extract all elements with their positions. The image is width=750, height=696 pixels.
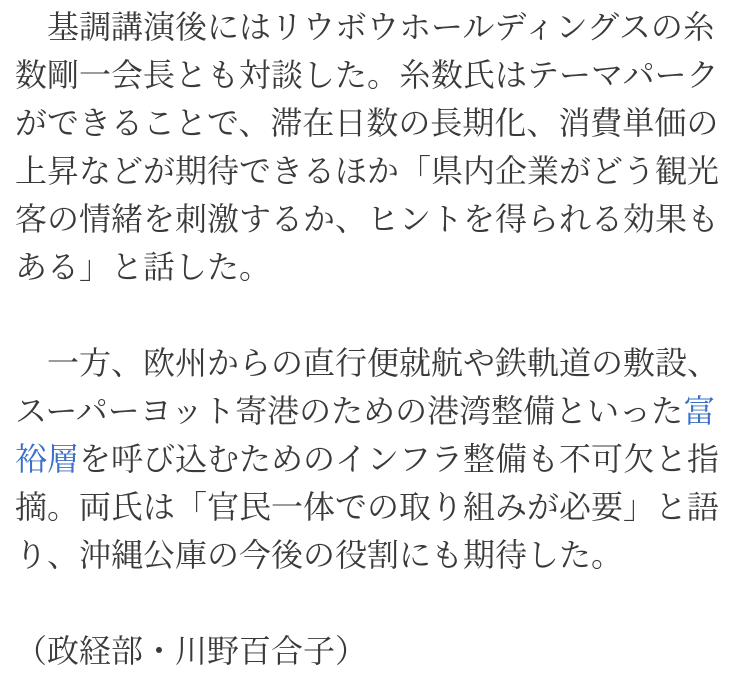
- article-paragraph-1: 基調講演後にはリウボウホールディングスの糸数剛一会長とも対談した。糸数氏はテーマパークができることで、滞在日数の長期化、消費単価の上昇などが期待できるほか「県内企業がどう観光客の情緒を刺激するか、ヒントを得られる効果もある」と話した。: [15, 9, 720, 285]
- article-paragraph-2: [15, 339, 720, 579]
- paragraph-2-text-before-link: 一方、欧州からの直行便就航や鉄軌道の敷設、スーパーヨット寄港のための港湾整備といった: [15, 345, 720, 429]
- wealthy-class-link[interactable]: 富裕層: [15, 393, 716, 477]
- paragraph-2-text-after-link: を呼び込むためのインフラ整備も不可欠と指摘。両氏は「官民一体での取り組みが必要」と語り、沖縄公庫の今後の役割にも期待した。: [15, 441, 720, 573]
- article-byline: （政経部・川野百合子）: [15, 633, 368, 669]
